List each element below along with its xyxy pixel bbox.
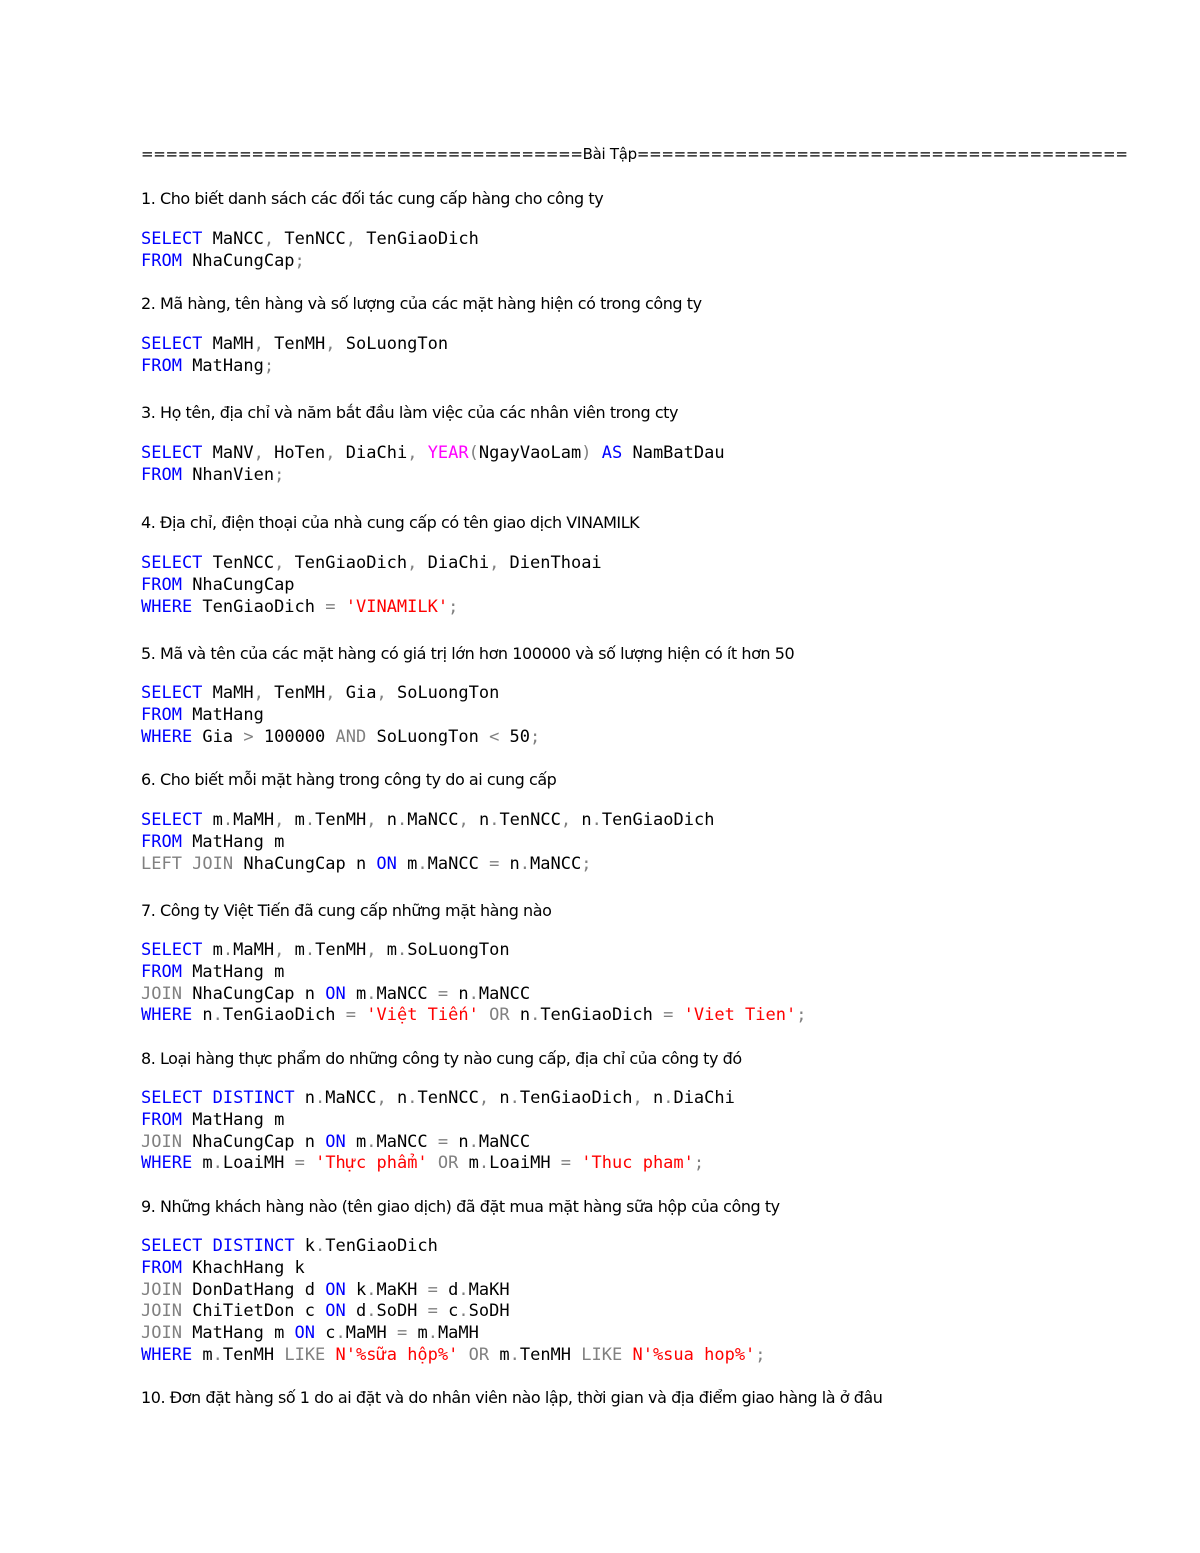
- code-token: [356, 1005, 366, 1025]
- code-line: [141, 705, 1141, 727]
- code-token: TenGiaoDich: [540, 1005, 664, 1026]
- code-token: MaNCC: [325, 1088, 377, 1108]
- code-token: d: [437, 1279, 459, 1300]
- code-line: [141, 1280, 1141, 1302]
- code-token: .: [315, 1236, 326, 1256]
- code-token: n: [489, 1088, 510, 1108]
- code-token: LEFT JOIN: [141, 853, 234, 874]
- code-token: SELECT: [141, 229, 203, 249]
- code-token: 'Viet Tien': [683, 1005, 797, 1026]
- code-token: [592, 443, 602, 463]
- code-token: JOIN: [141, 1279, 182, 1300]
- code-token: N'%sua hop%': [632, 1344, 756, 1365]
- code-token: ,: [376, 683, 387, 703]
- code-token: MaNCC: [407, 810, 459, 830]
- code-token: MatHang m: [181, 1323, 295, 1344]
- code-token: SELECT: [141, 810, 203, 830]
- code-token: ;: [294, 250, 305, 271]
- code-token: m: [458, 1153, 479, 1174]
- code-token: TenMH: [263, 683, 326, 703]
- code-token: .: [304, 940, 316, 960]
- code-token: m: [376, 940, 398, 960]
- code-token: ON: [376, 853, 397, 874]
- document-title: ====================================Bài Tập========================================: [141, 145, 1128, 163]
- code-token: HoTen: [263, 443, 326, 463]
- code-token: 'Việt Tiến': [366, 1005, 479, 1026]
- code-token: =: [663, 1005, 674, 1026]
- code-line: [141, 1153, 1141, 1175]
- code-token: FROM: [141, 961, 182, 982]
- code-token: [571, 1153, 581, 1173]
- code-token: WHERE: [141, 1344, 193, 1365]
- code-token: ,: [407, 443, 418, 463]
- code-token: ;: [530, 726, 541, 747]
- question-6: 6. Cho biết mỗi mặt hàng trong công ty do ai cung cấp: [141, 770, 557, 789]
- code-token: ON: [325, 1301, 346, 1322]
- question-4: 4. Địa chỉ, điện thoại của nhà cung cấp có tên giao dịch VINAMILK: [141, 513, 640, 532]
- code-token: SoDH: [376, 1301, 428, 1322]
- code-token: c: [315, 1323, 336, 1344]
- code-token: MatHang: [181, 355, 264, 376]
- code-token: ): [581, 443, 592, 463]
- question-2: 2. Mã hàng, tên hàng và số lượng của các mặt hàng hiện có trong công ty: [141, 294, 702, 313]
- code-token: >: [243, 726, 254, 747]
- code-token: ON: [325, 1131, 346, 1152]
- code-token: .: [417, 853, 428, 874]
- code-token: ,: [274, 553, 285, 573]
- code-line: [141, 553, 1141, 575]
- code-token: .: [489, 810, 500, 830]
- code-token: n: [376, 810, 398, 830]
- code-token: ;: [796, 1005, 807, 1026]
- code-token: TenMH: [519, 1344, 582, 1365]
- code-token: FROM: [141, 704, 182, 725]
- code-token: =: [489, 853, 500, 874]
- code-token: ,: [632, 1088, 643, 1108]
- code-token: MaMH: [233, 810, 275, 830]
- code-line: [141, 229, 1141, 251]
- code-token: SELECT: [141, 1236, 203, 1256]
- code-token: MatHang m: [181, 831, 285, 852]
- code-token: [417, 443, 427, 463]
- code-token: n: [386, 1088, 408, 1108]
- code-token: ;: [693, 1153, 705, 1174]
- code-token: OR: [489, 1005, 510, 1026]
- code-token: FROM: [141, 1257, 182, 1278]
- code-token: ChiTietDon c: [181, 1301, 326, 1322]
- code-token: ,: [478, 1088, 490, 1108]
- code-block-6: [141, 810, 1141, 875]
- code-token: ,: [325, 683, 336, 703]
- code-token: n: [448, 983, 469, 1004]
- code-token: KhachHang k: [181, 1257, 305, 1278]
- code-token: TenNCC: [499, 810, 561, 830]
- code-token: (: [468, 443, 479, 463]
- code-token: .: [366, 1131, 377, 1152]
- code-token: SoLuongTon: [386, 683, 500, 703]
- code-token: ;: [263, 355, 275, 376]
- code-token: Gia: [335, 683, 377, 703]
- code-token: N'%sữa hộp%': [335, 1344, 459, 1365]
- code-token: FROM: [141, 574, 182, 595]
- code-token: MaNCC: [478, 983, 531, 1004]
- code-token: =: [427, 1279, 438, 1300]
- code-token: 'Thuc pham': [581, 1153, 694, 1174]
- code-token: MaNV: [202, 443, 254, 463]
- code-token: LoaiMH: [222, 1153, 295, 1174]
- code-token: SELECT: [141, 553, 203, 573]
- code-token: ,: [253, 334, 264, 354]
- code-token: NhaCungCap: [181, 574, 295, 595]
- code-token: =: [345, 1005, 356, 1026]
- code-line: [141, 810, 1141, 832]
- code-token: .: [366, 1301, 377, 1322]
- code-token: ,: [366, 940, 377, 960]
- code-token: SELECT: [141, 334, 203, 354]
- code-token: WHERE: [141, 1005, 193, 1026]
- code-token: n: [499, 853, 520, 874]
- code-token: =: [294, 1153, 305, 1174]
- code-token: MaNCC: [478, 1131, 531, 1152]
- code-token: ;: [274, 464, 285, 485]
- code-token: m: [202, 940, 223, 960]
- question-9: 9. Những khách hàng nào (tên giao dịch) đã đặt mua mặt hàng sữa hộp của công ty: [141, 1197, 780, 1216]
- code-token: ,: [345, 229, 356, 249]
- code-token: .: [458, 1301, 469, 1322]
- code-token: .: [591, 810, 602, 830]
- code-token: d: [345, 1301, 367, 1322]
- code-token: MaNCC: [427, 853, 490, 874]
- code-token: FROM: [141, 250, 182, 271]
- code-token: .: [397, 940, 408, 960]
- code-line: [141, 597, 1141, 619]
- code-token: NhanVien: [181, 464, 275, 485]
- code-block-5: [141, 683, 1141, 748]
- code-token: m: [345, 1131, 367, 1152]
- code-token: JOIN: [141, 983, 182, 1004]
- code-token: .: [366, 1279, 377, 1300]
- code-token: ;: [755, 1344, 766, 1365]
- code-token: Gia: [192, 726, 244, 747]
- code-token: TenGiaoDich: [519, 1088, 633, 1108]
- code-token: NamBatDau: [622, 443, 725, 463]
- question-1: 1. Cho biết danh sách các đối tác cung cấp hàng cho công ty: [141, 189, 604, 208]
- code-token: LoaiMH: [489, 1153, 561, 1174]
- code-token: ,: [274, 810, 285, 830]
- code-token: MaKH: [468, 1279, 510, 1300]
- code-token: [336, 597, 346, 617]
- code-token: ,: [407, 553, 418, 573]
- code-token: DienThoai: [499, 553, 602, 573]
- code-token: .: [304, 810, 316, 830]
- code-token: LIKE: [581, 1344, 623, 1365]
- code-line: [141, 1345, 1141, 1367]
- code-block-9: [141, 1236, 1141, 1367]
- code-token: .: [530, 1005, 541, 1026]
- code-token: n: [192, 1005, 213, 1026]
- code-token: TenMH: [263, 334, 326, 354]
- code-token: TenGiaoDich: [222, 1005, 346, 1026]
- code-block-3: [141, 443, 1141, 487]
- code-token: DiaChi: [673, 1088, 735, 1108]
- code-token: .: [335, 1323, 346, 1344]
- code-line: [141, 683, 1141, 705]
- code-token: k: [294, 1236, 316, 1256]
- code-token: FROM: [141, 464, 182, 485]
- code-token: =: [560, 1153, 572, 1174]
- code-token: .: [458, 1279, 469, 1300]
- code-token: .: [509, 1344, 520, 1365]
- code-token: [479, 1005, 489, 1025]
- code-token: [202, 1236, 212, 1256]
- code-token: ,: [376, 1088, 387, 1108]
- code-line: [141, 443, 1141, 465]
- code-token: DiaChi: [335, 443, 408, 463]
- code-token: ,: [458, 810, 469, 830]
- code-token: MaMH: [345, 1323, 397, 1344]
- code-token: .: [212, 1005, 223, 1026]
- code-token: AND: [335, 726, 367, 747]
- code-line: [141, 1301, 1141, 1323]
- code-token: MaNCC: [530, 853, 582, 874]
- code-token: [325, 1345, 335, 1365]
- code-token: .: [468, 983, 479, 1004]
- code-token: TenGiaoDich: [356, 229, 479, 249]
- code-token: 50: [499, 726, 531, 747]
- code-token: m: [192, 1344, 213, 1365]
- code-token: n: [509, 1005, 531, 1026]
- code-token: c: [437, 1301, 459, 1322]
- code-block-1: [141, 229, 1141, 273]
- question-7: 7. Công ty Việt Tiến đã cung cấp những mặt hàng nào: [141, 901, 552, 920]
- code-token: .: [315, 1088, 326, 1108]
- code-token: SELECT: [141, 940, 203, 960]
- code-token: .: [366, 983, 377, 1004]
- code-line: [141, 575, 1141, 597]
- code-token: n: [468, 810, 490, 830]
- code-token: TenGiaoDich: [284, 553, 408, 573]
- code-token: [458, 1345, 468, 1365]
- code-token: NgayVaoLam: [478, 443, 582, 463]
- code-line: [141, 1132, 1141, 1154]
- code-token: =: [396, 1323, 408, 1344]
- code-token: NhaCungCap n: [181, 1131, 326, 1152]
- code-token: 'VINAMILK': [345, 596, 449, 617]
- code-token: DISTINCT: [212, 1236, 295, 1256]
- code-token: ,: [253, 443, 264, 463]
- code-token: ,: [325, 443, 336, 463]
- code-token: FROM: [141, 355, 182, 376]
- code-token: m: [192, 1153, 213, 1174]
- code-token: m: [345, 983, 367, 1004]
- code-token: .: [468, 1131, 479, 1152]
- code-line: [141, 1088, 1141, 1110]
- code-line: [141, 334, 1141, 356]
- code-token: ,: [366, 810, 377, 830]
- code-token: TenNCC: [417, 1088, 479, 1108]
- code-token: n: [448, 1131, 469, 1152]
- code-token: [202, 1088, 212, 1108]
- code-token: ,: [263, 229, 275, 249]
- code-line: [141, 1258, 1141, 1280]
- code-token: WHERE: [141, 726, 193, 747]
- code-token: AS: [601, 443, 623, 463]
- code-token: TenNCC: [274, 229, 346, 249]
- code-token: TenGiaoDich: [325, 1236, 438, 1256]
- code-token: LIKE: [284, 1344, 326, 1365]
- code-token: =: [437, 983, 449, 1004]
- code-token: OR: [437, 1153, 459, 1174]
- code-token: [305, 1153, 315, 1173]
- code-line: [141, 1323, 1141, 1345]
- code-line: [141, 940, 1141, 962]
- code-token: .: [222, 810, 234, 830]
- code-line: [141, 251, 1141, 273]
- code-token: =: [437, 1131, 449, 1152]
- code-token: .: [212, 1344, 223, 1365]
- code-token: TenGiaoDich: [601, 810, 715, 830]
- code-token: JOIN: [141, 1301, 182, 1322]
- code-token: .: [663, 1088, 674, 1108]
- code-token: TenMH: [315, 940, 367, 960]
- code-token: ON: [294, 1323, 316, 1344]
- code-token: MaKH: [376, 1279, 428, 1300]
- code-token: NhaCungCap n: [181, 983, 326, 1004]
- code-token: =: [427, 1301, 438, 1322]
- code-line: [141, 465, 1141, 487]
- code-token: ON: [325, 983, 346, 1004]
- code-token: n: [642, 1088, 664, 1108]
- code-token: k: [345, 1279, 367, 1300]
- code-line: [141, 832, 1141, 854]
- code-line: [141, 984, 1141, 1006]
- code-token: ,: [253, 683, 264, 703]
- code-token: SoLuongTon: [407, 940, 510, 960]
- code-token: [622, 1345, 632, 1365]
- code-token: ;: [581, 853, 592, 874]
- code-token: TenGiaoDich: [192, 596, 326, 617]
- code-line: [141, 962, 1141, 984]
- code-token: NhaCungCap n: [233, 853, 377, 874]
- code-token: 100000: [253, 726, 336, 747]
- code-token: .: [407, 1088, 418, 1108]
- code-token: 'Thực phẩm': [315, 1153, 428, 1174]
- code-token: MatHang m: [181, 1109, 285, 1130]
- code-token: m: [489, 1344, 510, 1365]
- code-token: m: [202, 810, 223, 830]
- code-line: [141, 727, 1141, 749]
- question-10: 10. Đơn đặt hàng số 1 do ai đặt và do nhân viên nào lập, thời gian và địa điểm giao hàng là ở đâu: [141, 1388, 883, 1407]
- code-token: .: [212, 1153, 223, 1174]
- code-token: n: [571, 810, 592, 830]
- code-token: [673, 1005, 683, 1025]
- code-token: [428, 1153, 438, 1173]
- code-token: m: [284, 810, 305, 830]
- question-3: 3. Họ tên, địa chỉ và năm bắt đầu làm việc của các nhân viên trong cty: [141, 403, 679, 422]
- code-line: [141, 1110, 1141, 1132]
- code-token: SELECT: [141, 443, 203, 463]
- code-token: SELECT: [141, 1088, 203, 1108]
- code-token: JOIN: [141, 1323, 182, 1344]
- code-token: MaNCC: [202, 229, 264, 249]
- code-token: .: [509, 1088, 520, 1108]
- code-token: .: [478, 1153, 490, 1174]
- code-token: .: [519, 853, 531, 874]
- code-token: WHERE: [141, 1153, 193, 1174]
- code-line: [141, 1236, 1141, 1258]
- code-token: FROM: [141, 1109, 182, 1130]
- code-token: SoLuongTon: [335, 334, 449, 354]
- code-token: MaMH: [202, 334, 254, 354]
- code-token: ,: [325, 334, 336, 354]
- code-token: OR: [468, 1344, 490, 1365]
- code-line: [141, 854, 1141, 876]
- code-token: NhaCungCap: [181, 250, 295, 271]
- code-token: =: [325, 596, 336, 617]
- code-block-7: [141, 940, 1141, 1027]
- code-token: DISTINCT: [212, 1088, 295, 1108]
- code-token: .: [397, 810, 408, 830]
- code-token: DonDatHang d: [181, 1279, 326, 1300]
- question-8: 8. Loại hàng thực phẩm do những công ty nào cung cấp, địa chỉ của công ty đó: [141, 1049, 742, 1068]
- code-token: YEAR: [427, 443, 469, 463]
- code-line: [141, 356, 1141, 378]
- code-token: FROM: [141, 831, 182, 852]
- code-token: .: [222, 940, 234, 960]
- code-block-8: [141, 1088, 1141, 1175]
- code-token: ,: [489, 553, 500, 573]
- code-token: SoLuongTon: [366, 726, 490, 747]
- code-token: MaMH: [437, 1323, 479, 1344]
- code-token: SoDH: [468, 1301, 510, 1322]
- code-token: WHERE: [141, 596, 193, 617]
- code-token: SELECT: [141, 683, 203, 703]
- code-block-2: [141, 334, 1141, 378]
- code-token: DiaChi: [417, 553, 490, 573]
- code-token: ,: [560, 810, 572, 830]
- code-token: MatHang m: [181, 961, 285, 982]
- code-token: n: [294, 1088, 316, 1108]
- code-token: ON: [325, 1279, 346, 1300]
- code-block-4: [141, 553, 1141, 618]
- code-token: <: [489, 726, 500, 747]
- question-5: 5. Mã và tên của các mặt hàng có giá trị lớn hơn 100000 và số lượng hiện có ít hơn 50: [141, 644, 795, 663]
- code-token: JOIN: [141, 1131, 182, 1152]
- code-line: [141, 1005, 1141, 1027]
- code-token: MaMH: [233, 940, 275, 960]
- code-token: ,: [274, 940, 285, 960]
- code-token: TenNCC: [202, 553, 275, 573]
- code-token: .: [427, 1323, 438, 1344]
- code-token: ;: [448, 596, 459, 617]
- code-token: MaNCC: [376, 983, 438, 1004]
- code-token: TenMH: [222, 1344, 285, 1365]
- code-token: MaNCC: [376, 1131, 438, 1152]
- code-token: m: [407, 1323, 428, 1344]
- code-token: TenMH: [315, 810, 367, 830]
- code-token: MaMH: [202, 683, 254, 703]
- code-token: MatHang: [181, 704, 264, 725]
- code-token: m: [396, 853, 418, 874]
- code-token: m: [284, 940, 305, 960]
